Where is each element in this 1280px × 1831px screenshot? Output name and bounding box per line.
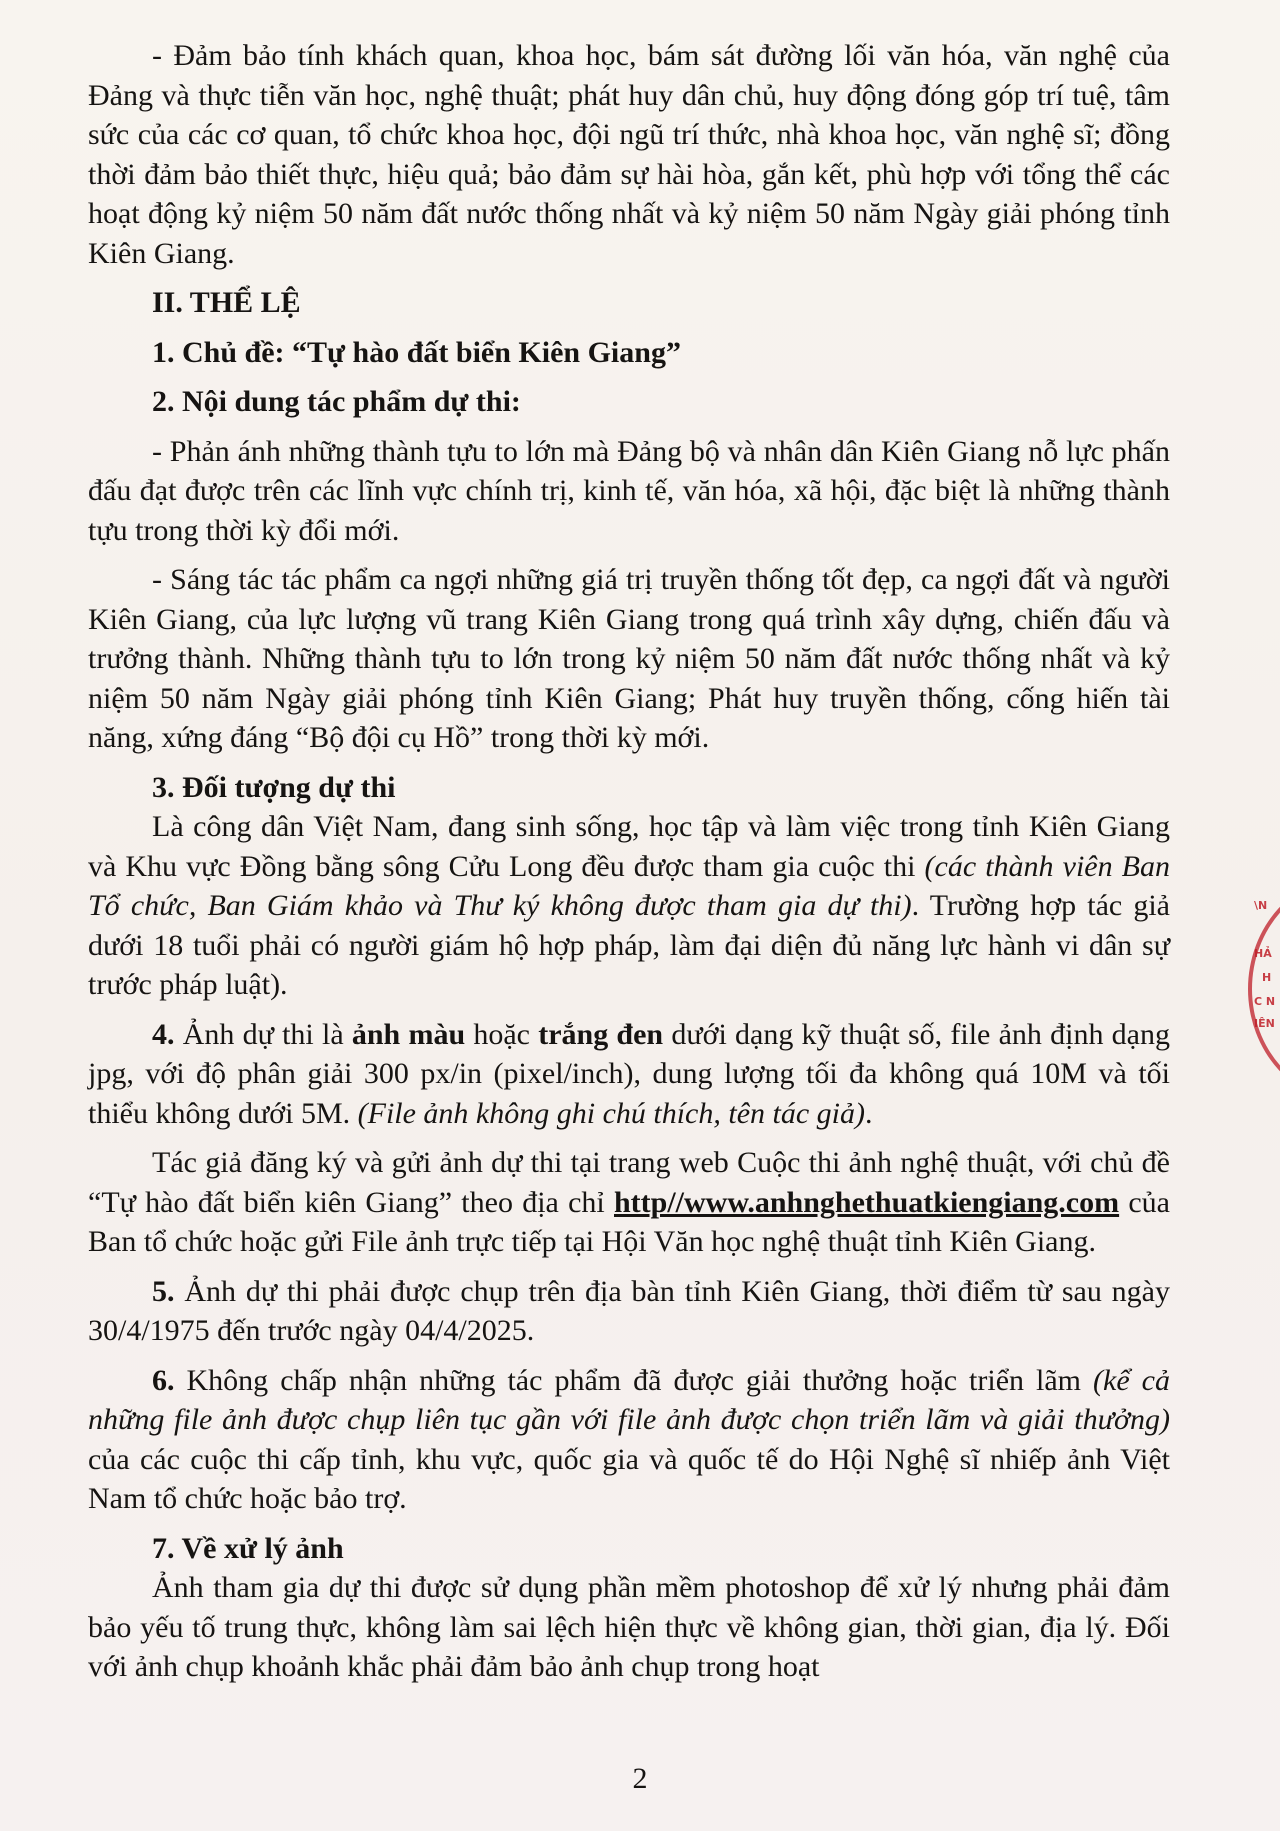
heading-noi-dung: 2. Nội dung tác phẩm dự thi: [152, 385, 521, 418]
paragraph-rule-6: 6. Không chấp nhận những tác phẩm đã được giải thưởng hoặc triển lãm (kể cả những file ảnh được chụp liên tục gần với file ảnh được chọn triển lãm và giải thưởng) của các cuộc thi cấp tỉnh, khu vực, quốc gia và quốc tế do Hội Nghệ sĩ nhiếp ảnh Việt Nam tổ chức hoặc bảo trợ. [88, 1363, 1171, 1515]
section-heading-the-le: II. THỂ LỆ [152, 286, 301, 319]
document-body [88, 36, 1170, 1687]
website-link[interactable]: http//www.anhnghethuatkiengiang.com [614, 1185, 1120, 1219]
paragraph-objectivity: - Đảm bảo tính khách quan, khoa học, bám sát đường lối văn hóa, văn nghệ của Đảng và thực tiễn văn học, nghệ thuật; phát huy dân chủ, huy động đóng góp trí tuệ, tâm sức của các cơ quan, tổ chức khoa học, đội ngũ trí thức, nhà khoa học, văn nghệ sĩ; đồng thời đảm bảo thiết thực, hiệu quả; bảo đảm sự hài hòa, gắn kết, phù hợp với tổng thể các hoạt động kỷ niệm 50 năm đất nước thống nhất và kỷ niệm 50 năm Ngày giải phóng tỉnh Kiên Giang. [88, 39, 1170, 270]
paragraph-xu-ly-anh: Ảnh tham gia dự thi được sử dụng phần mềm photoshop để xử lý nhưng phải đảm bảo yếu tố trung thực, không làm sai lệch hiện thực về không gian, thời gian, địa lý. Đối với ảnh chụp khoảnh khắc phải đảm bảo ảnh chụp trong hoạt [88, 1571, 1170, 1683]
paragraph-rule-5: 5. Ảnh dự thi phải được chụp trên địa bàn tỉnh Kiên Giang, thời điểm từ sau ngày 30/4/1975 đến trước ngày 04/4/2025. [88, 1274, 1170, 1347]
page-number: 2 [632, 1762, 648, 1795]
paragraph-rule-4: 4. Ảnh dự thi là ảnh màu hoặc trắng đen dưới dạng kỹ thuật số, file ảnh định dạng jpg, với độ phân giải 300 px/in (pixel/inch), dung lượng tối đa không quá 10M và tối thiểu không dưới 5M. (File ảnh không ghi chú thích, tên tác giả). [88, 1017, 1170, 1130]
red-seal-stamp-fragment: \N HẢ H C N IÊN [1248, 875, 1280, 1105]
paragraph-submission: Tác giả đăng ký và gửi ảnh dự thi tại trang web Cuộc thi ảnh nghệ thuật, với chủ đề “Tự hào đất biển kiên Giang” theo địa chỉ http//www.anhnghethuatkiengiang.com của Ban tổ chức hoặc gửi File ảnh trực tiếp tại Hội Văn học nghệ thuật tỉnh Kiên Giang. [88, 1146, 1170, 1258]
paragraph-noi-dung-2: - Sáng tác tác phẩm ca ngợi những giá trị truyền thống tốt đẹp, ca ngợi đất và người Kiên Giang, của lực lượng vũ trang Kiên Giang trong quá trình xây dựng, chiến đấu và trưởng thành. Những thành tựu to lớn trong kỷ niệm 50 năm đất nước thống nhất và kỷ niệm 50 năm Ngày giải phóng tỉnh Kiên Giang; Phát huy truyền thống, cống hiến tài năng, xứng đáng “Bộ đội cụ Hồ” trong thời kỳ mới. [88, 563, 1170, 754]
heading-doi-tuong: 3. Đối tượng dự thi [152, 770, 396, 804]
heading-xu-ly-anh: 7. Về xử lý ảnh [152, 1531, 344, 1565]
heading-chu-de: 1. Chủ đề: “Tự hào đất biển Kiên Giang” [152, 335, 681, 369]
paragraph-doi-tuong: Là công dân Việt Nam, đang sinh sống, học tập và làm việc trong tỉnh Kiên Giang và Khu vực Đồng bằng sông Cửu Long đều được tham gia cuộc thi (các thành viên Ban Tổ chức, Ban Giám khảo và Thư ký không được tham gia dự thi). Trường hợp tác giả dưới 18 tuổi phải có người giám hộ hợp pháp, làm đại diện đủ năng lực hành vi dân sự trước pháp luật). [88, 810, 1170, 1001]
paragraph-noi-dung-1: - Phản ánh những thành tựu to lớn mà Đảng bộ và nhân dân Kiên Giang nỗ lực phấn đấu đạt được trên các lĩnh vực chính trị, kinh tế, văn hóa, xã hội, đặc biệt là những thành tựu trong thời kỳ đổi mới. [88, 434, 1170, 547]
